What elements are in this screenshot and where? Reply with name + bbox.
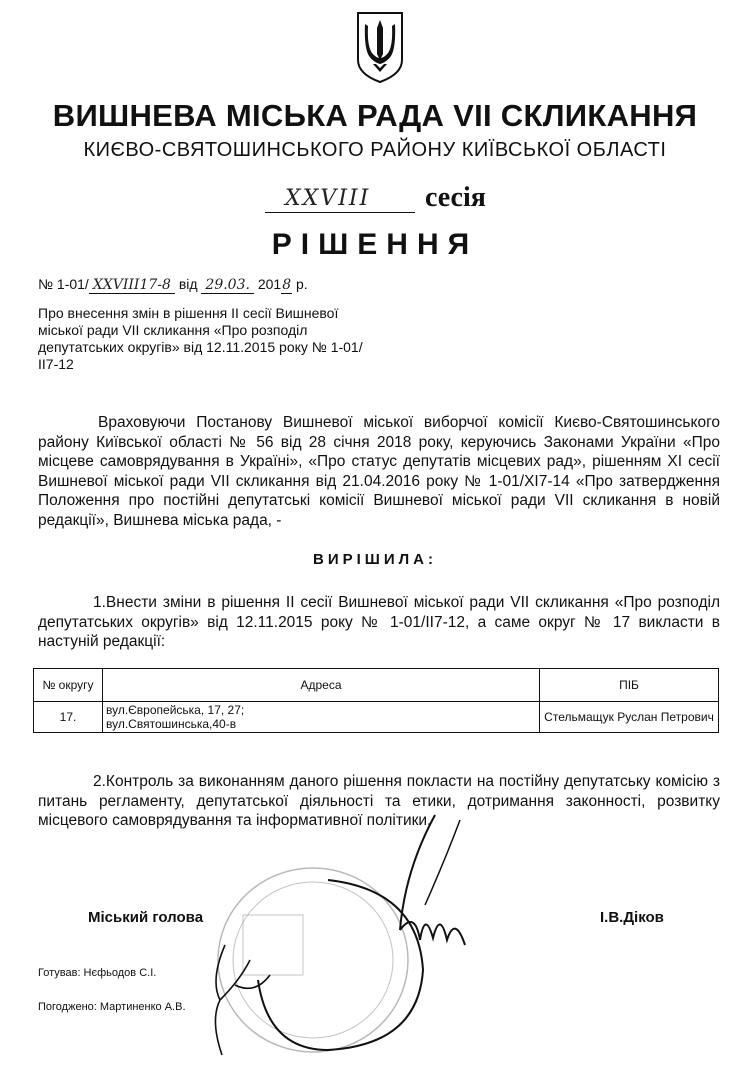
- decision-number-prefix: № 1-01/: [38, 276, 89, 292]
- coat-of-arms-icon: [355, 10, 405, 84]
- cell-deputy-name: Стельмащук Руслан Петрович: [540, 702, 719, 733]
- table-header-number: № округу: [34, 669, 103, 702]
- agreed-by: Погоджено: Мартиненко А.В.: [38, 1001, 186, 1013]
- item-1-paragraph: 1.Внести зміни в рішення ІІ сесії Вишневої міської ради VІІ скликання «Про розподіл депутатських округів» від 12.11.2015 року № 1-01/ІІ7-12, а саме округ № 17 викласти в настуній редакції:: [38, 594, 720, 650]
- session-number: XXVIII: [285, 186, 371, 211]
- date-label: від: [178, 276, 198, 292]
- document-title: РІШЕННЯ: [271, 228, 479, 261]
- council-name: ВИШНЕВА МІСЬКА РАДА VII СКЛИКАННЯ: [52, 98, 698, 133]
- address-line-2: вул.Святошинська,40-в: [106, 717, 237, 731]
- table-row: [34, 702, 719, 733]
- item-2-paragraph: 2.Контроль за виконанням даного рішення покласти на постійну депутатську комісію з питань регламенту, депутатської діяльності та етики, дотримання законності, розвитку місцевого самоврядування та інформативної політики.: [38, 773, 720, 829]
- decided-heading: ВИРІШИЛА:: [313, 551, 437, 568]
- table-header-row: [34, 669, 719, 702]
- preamble-paragraph: Враховуючи Постанову Вишневої міської виборчої комісії Києво-Святошинського району Київської області № 56 від 28 січня 2018 року, керуючись Законами України «Про місцеве самоврядування в Україні», «Про статус депутатів місцевих рад», рішенням ХІ сесії Вишневої міської ради VІІ скликання від 21.04.2016 року № 1-01/ХІ7-14 «Про затвердження Положення про постійні депутатські комісії Вишневої міської ради VІІ скликання в новій редакції», Вишнева міська рада, -: [38, 414, 720, 529]
- decision-date: 29.03.: [201, 277, 254, 294]
- session-underline: [265, 212, 415, 213]
- district-table: [33, 668, 719, 733]
- approval-initials: [180, 940, 290, 1060]
- cell-address: [103, 702, 540, 733]
- decision-number-row: [38, 276, 308, 294]
- year-suffix: р.: [296, 276, 308, 292]
- decision-subject: Про внесення змін в рішення ІІ сесії Вишневої міської ради VІІ скликання «Про розподіл депутатських округів» від 12.11.2015 року № 1-01/ІІ7-12: [38, 305, 363, 372]
- table-header-address: Адреса: [103, 669, 540, 702]
- mayor-title: Міський голова: [88, 909, 204, 926]
- mayor-name: І.В.Діков: [600, 909, 664, 926]
- session-label: сесія: [425, 182, 486, 213]
- year-prefix: 201: [257, 276, 282, 292]
- decision-number: XXVIII17-8: [89, 277, 175, 294]
- table-header-name: ПІБ: [540, 669, 719, 702]
- mayor-signature: [375, 810, 485, 970]
- cell-district-number: 17.: [34, 702, 103, 733]
- district-name: КИЄВО-СВЯТОШИНСЬКОГО РАЙОНУ КИЇВСЬКОЇ ОБЛАСТІ: [83, 139, 667, 161]
- year-digit: 8: [282, 277, 292, 293]
- prepared-by: Готував: Нєфьодов С.І.: [38, 967, 157, 979]
- address-line-1: вул.Європейська, 17, 27;: [106, 703, 245, 717]
